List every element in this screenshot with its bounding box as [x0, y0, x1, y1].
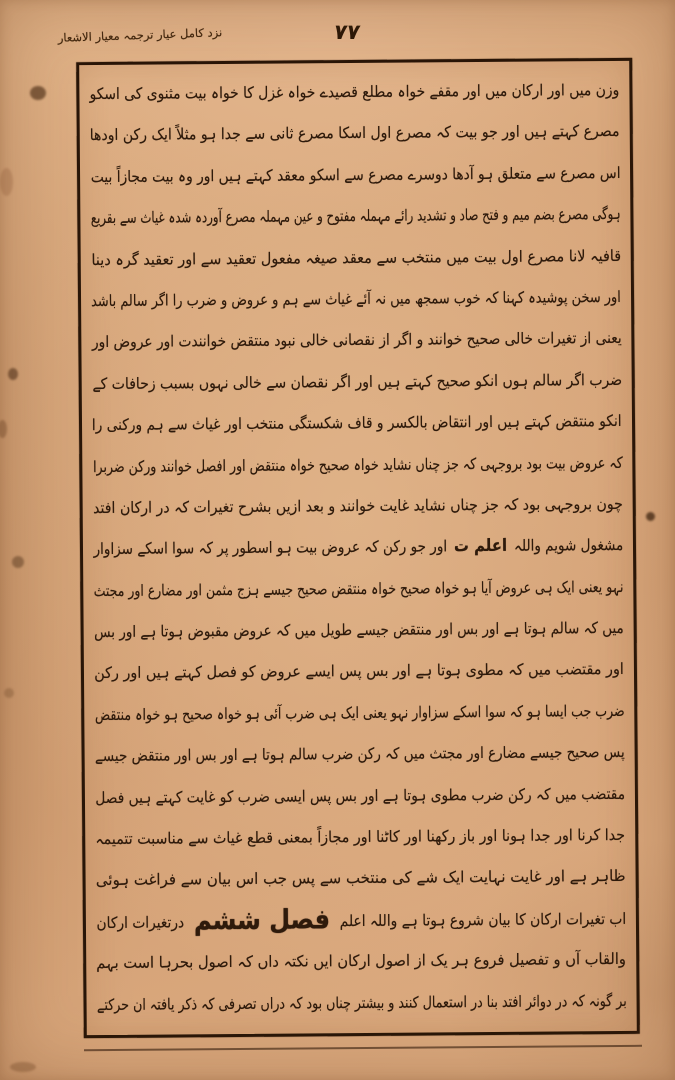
text-line: اور مقتضب میں کہ مطوی ہوتا ہے اور بس پس ایسے عروض کو فصل کہتے ہیں اور رکن: [94, 660, 625, 683]
paper-stain: [10, 1062, 36, 1072]
paper-stain: [0, 168, 13, 196]
text-line: چون بروجہی بود کہ جز چناں نشاید غایت خوانند و بعد ازیں بشرح تغیرات کہ در ارکان افتد: [92, 494, 623, 517]
text-frame: [76, 58, 640, 1038]
text-line: یعنی از تغیرات خالی صحیح خوانند و اگر از نقصانی خالی نبود منتقض خوانندت اور عروض اور: [91, 329, 622, 352]
text-line: مشغول شویم واللہ اعلم ت اور جو رکن کہ عروض بیت ہو اسطور پر کہ سوا اسکے سزاوار: [93, 536, 624, 559]
text-line: میں کہ سالم ہوتا ہے اور بس اور منتقض جیسے طویل میں کہ عروض مقبوض ہوتا ہے اور بس: [93, 618, 624, 642]
text-line: بر گونہ کہ در دوائر افتد بنا در استعمال کنند و بیشتر چناں بود کہ دراں تصرفی کہ ذکر یافتہ ان حرکتے: [96, 991, 627, 1014]
text-line: ضرب اگر سالم ہوں انکو صحیح کہتے ہیں اور اگر نقصان سے خالی نہوں بسبب زحافات کے: [91, 370, 622, 393]
text-line: کہ عروض بیت بود بروجہی کہ جز چناں نشاید خواہ صحیح خواہ منتقض اور افصل خوانند ورکن ضربرا: [92, 453, 623, 476]
text-line: ضرب جب ایسا ہو کہ سوا اسکے سزاوار نہو یعنی ایک ہی ضرب آئی ہو خواہ صحیح ہو خواہ منتقض: [94, 701, 625, 724]
text-block: [89, 69, 626, 1025]
text-line: جدا کرنا اور جدا ہونا اور باز رکھنا اور کاٹنا اور مجازاً بمعنی قطع غیاث سے مناسبت تتمیمہ: [95, 825, 626, 849]
text-line: ظاہر ہے اور غایت نہایت ایک شے کی منتخب سے پس جب اس بیان سے فراغت ہوئی: [95, 867, 626, 890]
bottom-rule: [84, 1045, 642, 1051]
paper-stain: [0, 420, 7, 438]
page-number: ۷۷: [332, 20, 362, 44]
text-line: ہوگی مصرع بضم میم و فتح صاد و تشدید رائے مہملہ مفتوح و عین مہملہ مصرع آوردہ شدہ غیاث سے بقریع: [90, 205, 621, 228]
ink-stain: [646, 512, 655, 521]
emphasized-word: اعلم ت: [453, 536, 507, 557]
running-title: نزد کامل عیار ترجمہ معیار الاشعار: [57, 25, 223, 45]
chapter-heading: فصل ششم: [193, 904, 330, 937]
text-line: انکو منتقض کہتے ہیں اور انتقاض بالکسر و قاف شکستگی منتخب اور غیاث سے ہم ورکنی را: [92, 412, 623, 435]
text-line: والقاب آں و تفصیل فروع ہر یک از اصول ارکان ایں نکتہ داں کہ اصول بحرہا است بہم: [96, 950, 627, 973]
text-line: نہو یعنی ایک ہی عروض آیا ہو خواہ صحیح خواہ منتقض صحیح جیسے ہزج مثمن اور مضارع اور مجتث: [93, 577, 624, 600]
text-line: اس مصرع سے متعلق ہو آدھا دوسرے مصرع سے اسکو معقد کہتے ہیں اور وہ بیت مجازاً بیت: [90, 163, 621, 186]
text-line: مصرع کہتے ہیں اور جو بیت کہ مصرع اول اسکا مصرع ثانی سے جدا ہو مثلاً ایک رکن اودھا: [89, 122, 620, 145]
text-line: پس صحیح جیسے مضارع اور مجتث میں کہ رکن ضرب سالم ہوتا ہے اور بس اور منتقض جیسے: [94, 743, 625, 766]
ink-stain: [8, 368, 18, 380]
text-line: قافیہ لانا مصرع اول بیت میں منتخب سے معقد صیغہ مفعول تعقید سے اور تعقید گرہ دینا: [90, 246, 621, 269]
text-line: وزن میں اور ارکان میں اور مقفے خواہ مطلع قصیدے خواہ غزل کا خواہ بیت مثنوی کی اسکو: [89, 80, 620, 104]
text-line: مقتضب میں کہ رکن ضرب مطوی ہوتا ہے اور بس پس ایسی ضرب کو غایت کہتے ہیں فصل: [95, 784, 626, 807]
text-line: اب تغیرات ارکان کا بیان شروع ہوتا ہے واللہ اعلم فصل ششم درتغیرات ارکان: [96, 904, 626, 937]
text-line: اور سخن پوشیدہ کہنا کہ خوب سمجھ میں نہ آئے غیاث سے ہم و عروض و ضرب را اگر سالم باشد: [91, 287, 622, 311]
